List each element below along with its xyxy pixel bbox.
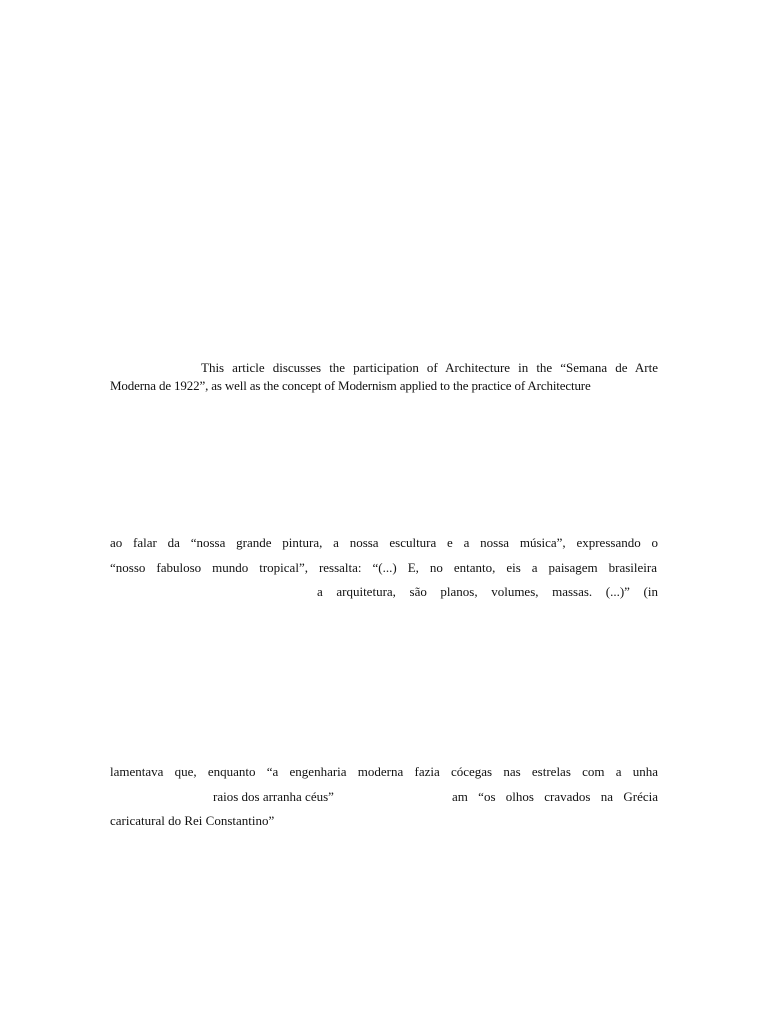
abstract-line-1: This article discusses the participation of Architecture in the “Semana de Arte: [201, 360, 658, 375]
paragraph-1-line-3: a arquitetura, são planos, volumes, massas. (...)” (in: [317, 584, 658, 599]
abstract-line-2: Moderna de 1922”, as well as the concept of Modernism applied to the practice of Architecture: [110, 378, 591, 393]
paragraph-1-line-2: “nosso fabuloso mundo tropical”, ressalta: “(...) E, no entanto, eis a paisagem brasileira: [110, 560, 657, 575]
paragraph-2-line-1: lamentava que, enquanto “a engenharia moderna fazia cócegas nas estrelas com a unha: [110, 764, 658, 779]
paragraph-2-line-2-left: raios dos arranha céus”: [213, 789, 334, 804]
paragraph-2-line-3: caricatural do Rei Constantino”: [110, 813, 275, 828]
paragraph-2-line-2-right: am “os olhos cravados na Grécia: [452, 789, 658, 804]
paragraph-1-line-1: ao falar da “nossa grande pintura, a nossa escultura e a nossa música”, expressando o: [110, 535, 658, 550]
